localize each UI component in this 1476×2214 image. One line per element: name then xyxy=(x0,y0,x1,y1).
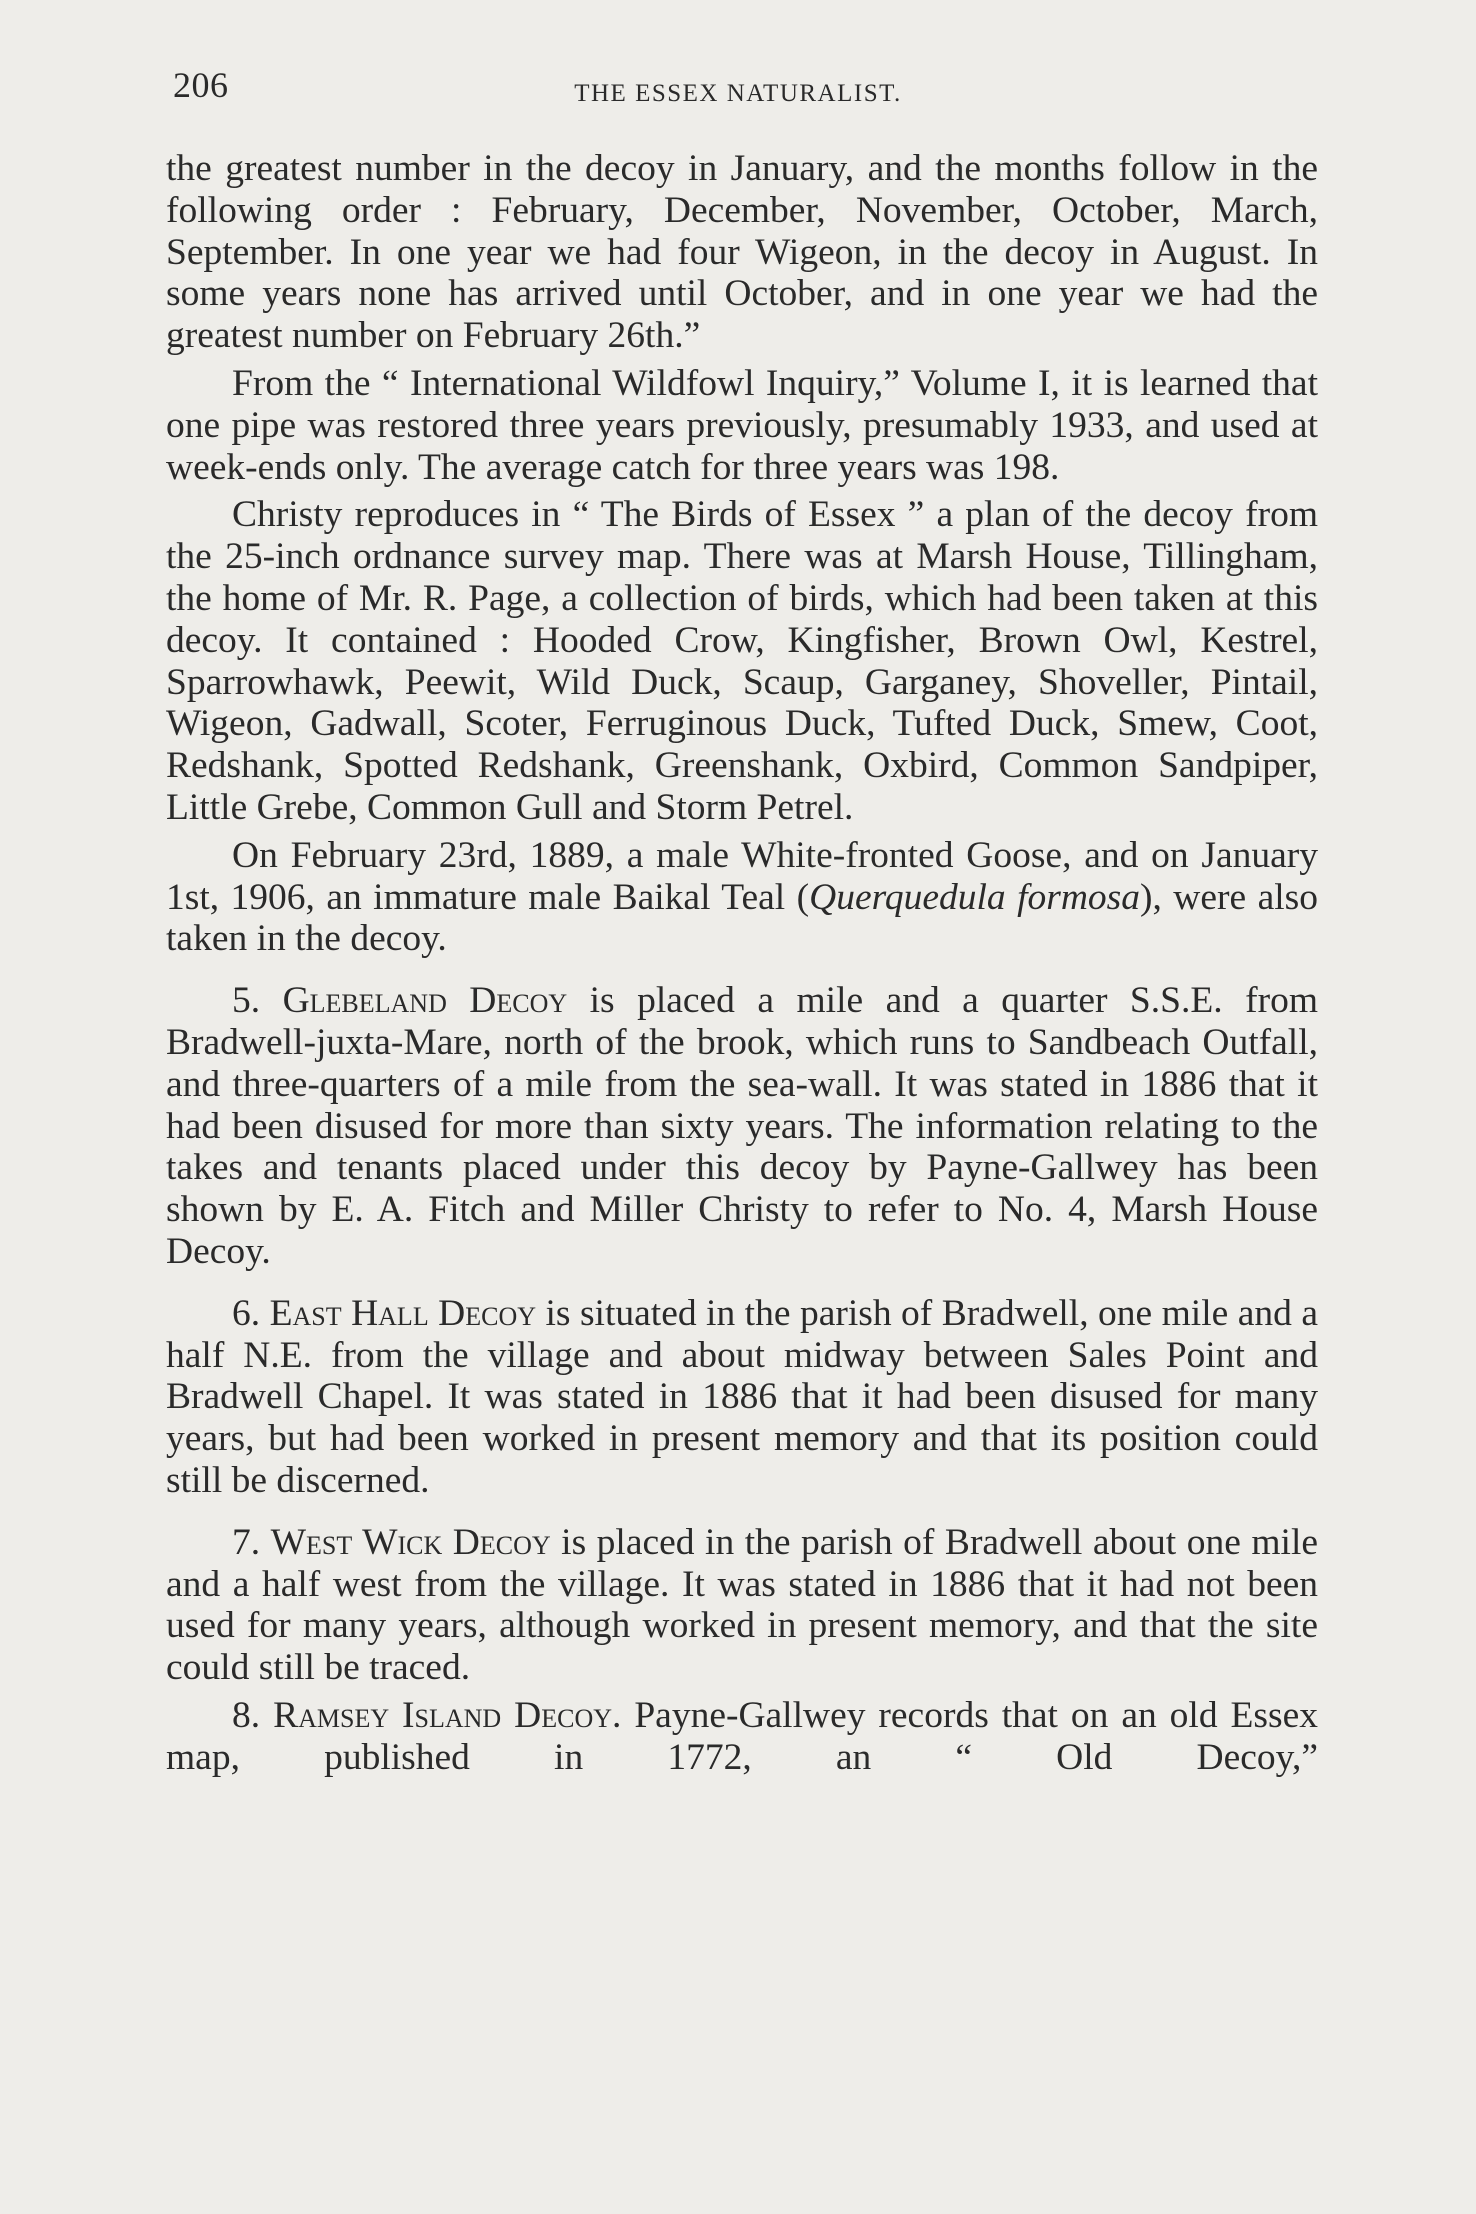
running-head: THE ESSEX NATURALIST. xyxy=(574,80,902,107)
section-text: is placed a mile and a quarter S.S.E. from Bradwell-juxta-Mare, north of the brook, which runs to Sandbeach Outfall, and three-quarters of a mile from the sea-wall. It was stated in 1886 that it had been disused for more than sixty years. The information relating to the takes and tenants placed under this decoy by Payne-Gallwey has been shown by E. A. Fitch and Miller Christy to refer to No. 4, Marsh House Decoy. xyxy=(166,980,1318,1272)
section-east-hall xyxy=(166,1293,1318,1502)
section-number: 6. xyxy=(232,1292,261,1334)
section-number: 8. xyxy=(232,1694,261,1736)
paragraph-1: the greatest number in the decoy in January, and the months follow in the following order : February, December, November, October, March, September. In one year we had four Wigeon, in the decoy in August. In some years none has arrived until October, and in one year we had the greatest number on February 26th.” xyxy=(166,148,1318,357)
page-number: 206 xyxy=(173,65,229,105)
section-west-wick xyxy=(166,1522,1318,1689)
paragraph-2: From the “ International Wildfowl Inquiry,” Volume I, it is learned that one pipe was restored three years previously, presumably 1933, and used at week-ends only. The average catch for three years was 198. xyxy=(166,362,1318,488)
section-ramsey-island xyxy=(166,1695,1318,1779)
section-glebeland xyxy=(166,980,1318,1273)
section-heading: Ramsey Island Decoy xyxy=(273,1694,612,1736)
body-text xyxy=(166,148,1318,1784)
paragraph-4-tail: ), were also taken in the decoy. xyxy=(166,876,1318,960)
paragraph-4 xyxy=(166,835,1318,960)
section-heading: East Hall Decoy xyxy=(269,1292,537,1334)
section-number: 7. xyxy=(232,1521,261,1563)
section-text: is situated in the parish of Bradwell, one mile and a half N.E. from the village and about midway between Sales Point and Bradwell Chapel. It was stated in 1886 that it had been disused for many years, but had been worked in present memory and that its position could still be discerned. xyxy=(166,1292,1318,1501)
section-number: 5. xyxy=(232,980,261,1022)
paragraph-3: Christy reproduces in “ The Birds of Essex ” a plan of the decoy from the 25-inch ordnance survey map. There was at Marsh House, Tillingham, the home of Mr. R. Page, a collection of birds, which had been taken at this decoy. It contained : Hooded Crow, Kingfisher, Brown Owl, Kestrel, Sparrowhawk, Peewit, Wild Duck, Scaup, Garganey, Shoveller, Pintail, Wigeon, Gadwall, Scoter, Ferruginous Duck, Tufted Duck, Smew, Coot, Redshank, Spotted Redshank, Greenshank, Oxbird, Common Sandpiper, Little Grebe, Common Gull and Storm Petrel. xyxy=(166,494,1318,828)
section-heading: West Wick Decoy xyxy=(270,1521,551,1563)
paragraph-4-text: On February 23rd, 1889, a male White-fronted Goose, and on January 1st, 1906, an immature male Baikal Teal ( xyxy=(166,834,1318,918)
species-name: Querquedula formosa xyxy=(809,876,1141,918)
section-text: is placed in the parish of Bradwell about one mile and a half west from the village. It was stated in 1886 that it had not been used for many years, although worked in present memory, and that the site could still be traced. xyxy=(166,1521,1319,1689)
section-text: . Payne-Gallwey records that on an old Essex map, published in 1772, an “ Old Decoy,” xyxy=(166,1694,1319,1778)
section-heading: Glebeland Decoy xyxy=(282,980,568,1022)
